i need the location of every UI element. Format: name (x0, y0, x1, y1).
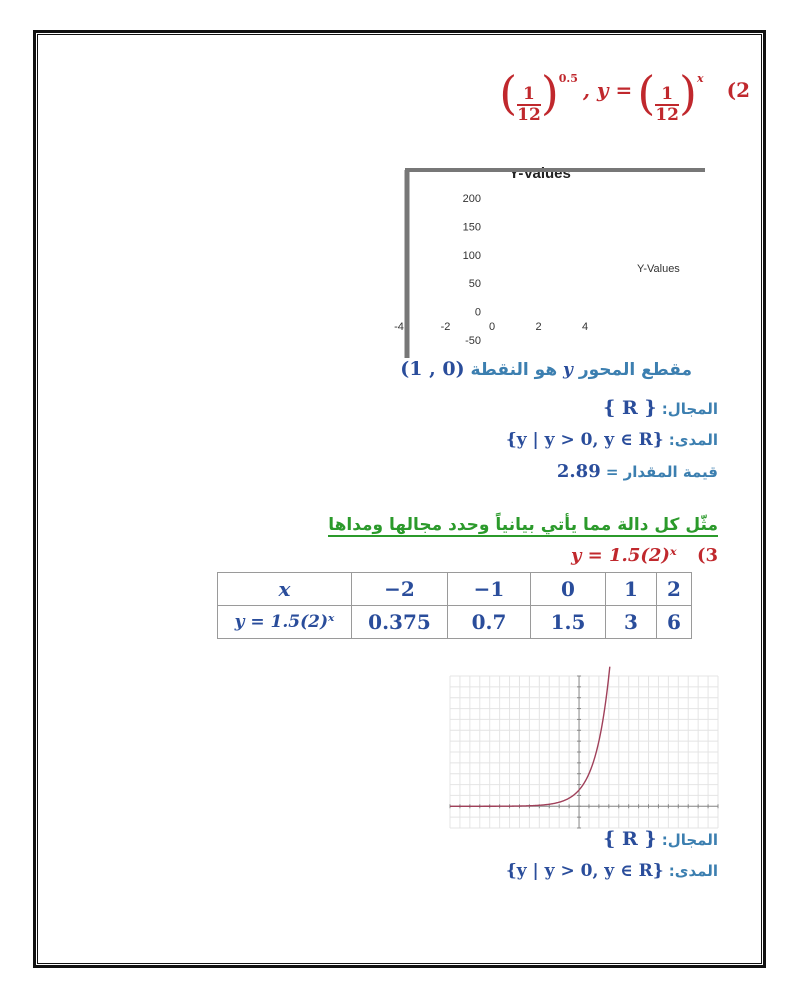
chart-y-tick-4: 0 (474, 306, 481, 319)
table-cell: 0.7 (448, 606, 531, 639)
table-cell: 0 (531, 573, 606, 606)
y-values-chart (394, 162, 705, 362)
chart-x-tick-0: -4 (394, 321, 404, 333)
range-value-3: {y | y > 0, y ∈ R} (505, 861, 664, 881)
exponential-graph (450, 676, 718, 828)
range-value-2: {y | y > 0, y ∈ R} (505, 430, 664, 450)
problem3-line (571, 545, 718, 566)
chart-y-tick-1: 150 (462, 221, 481, 234)
chart-title: Y-Values (509, 165, 571, 182)
table-cell: 3 (606, 606, 657, 639)
table-header-row (218, 573, 692, 606)
intercept-point: (0 , 1) (400, 358, 465, 380)
table-cell: 1.5 (531, 606, 606, 639)
chart-svg (394, 162, 705, 362)
table-cell: x (218, 573, 352, 606)
y-equals: , y = (583, 78, 633, 102)
chart-y-tick-0: 200 (462, 193, 481, 205)
exponent-const: 0.5 (558, 72, 578, 85)
table-cell: 1 (606, 573, 657, 606)
problem2-formula: ( $\frac{1}{12}$ )$^{0.5}$ , y = ( $\frac{1}{12}$ )$^x$ (2 (499, 66, 750, 125)
fraction-2: $\frac{1}{12}$ (655, 83, 679, 125)
exponent-var: x (696, 72, 704, 85)
y-intercept-text: مقطع المحور y هو النقطة (0 , 1) (400, 358, 692, 380)
domain-row-2: المجال: { R } (603, 397, 718, 419)
chart-y-tick-5: -50 (465, 335, 481, 347)
open-paren: ( (499, 66, 518, 120)
chart-y-tick-3: 50 (468, 278, 481, 291)
table-row (218, 606, 692, 639)
domain-row-3: المجال: { R } (603, 828, 718, 850)
problem3-number: (3 (696, 545, 718, 566)
amount-value: 2.89 (556, 461, 601, 482)
graph-svg (450, 676, 718, 828)
chart-x-tick-3: 2 (535, 321, 542, 333)
domain-value-2: { R } (603, 397, 657, 419)
table-cell: 2 (657, 573, 692, 606)
values-table (217, 572, 692, 639)
table-cell: y = 1.5(2)ˣ (218, 606, 352, 639)
table-cell: 0.375 (352, 606, 448, 639)
chart-x-tick-1: -2 (440, 321, 451, 333)
range-row-2: المدى: {y | y > 0, y ∈ R} (505, 430, 718, 450)
chart-x-tick-2: 0 (488, 321, 496, 333)
chart-y-tick-2: 100 (462, 249, 481, 262)
domain-value-3: { R } (603, 828, 657, 850)
table-cell: −1 (448, 573, 531, 606)
amount-row: قيمة المقدار = 2.89 (556, 461, 718, 482)
chart-x-tick-4: 4 (581, 321, 589, 333)
table-cell: −2 (352, 573, 448, 606)
range-row-3: المدى: {y | y > 0, y ∈ R} (505, 861, 718, 881)
table-cell: 6 (657, 606, 692, 639)
problem2-number: (2 (726, 78, 750, 102)
chart-legend: Y-Values (637, 263, 680, 275)
section-heading: مثّل كل دالة مما يأتي بيانياً وحدد مجالها ومداها (328, 515, 718, 535)
fraction: $\frac{1}{12}$ (517, 83, 541, 125)
problem3-equation: y = 1.5(2)ˣ (570, 545, 677, 566)
